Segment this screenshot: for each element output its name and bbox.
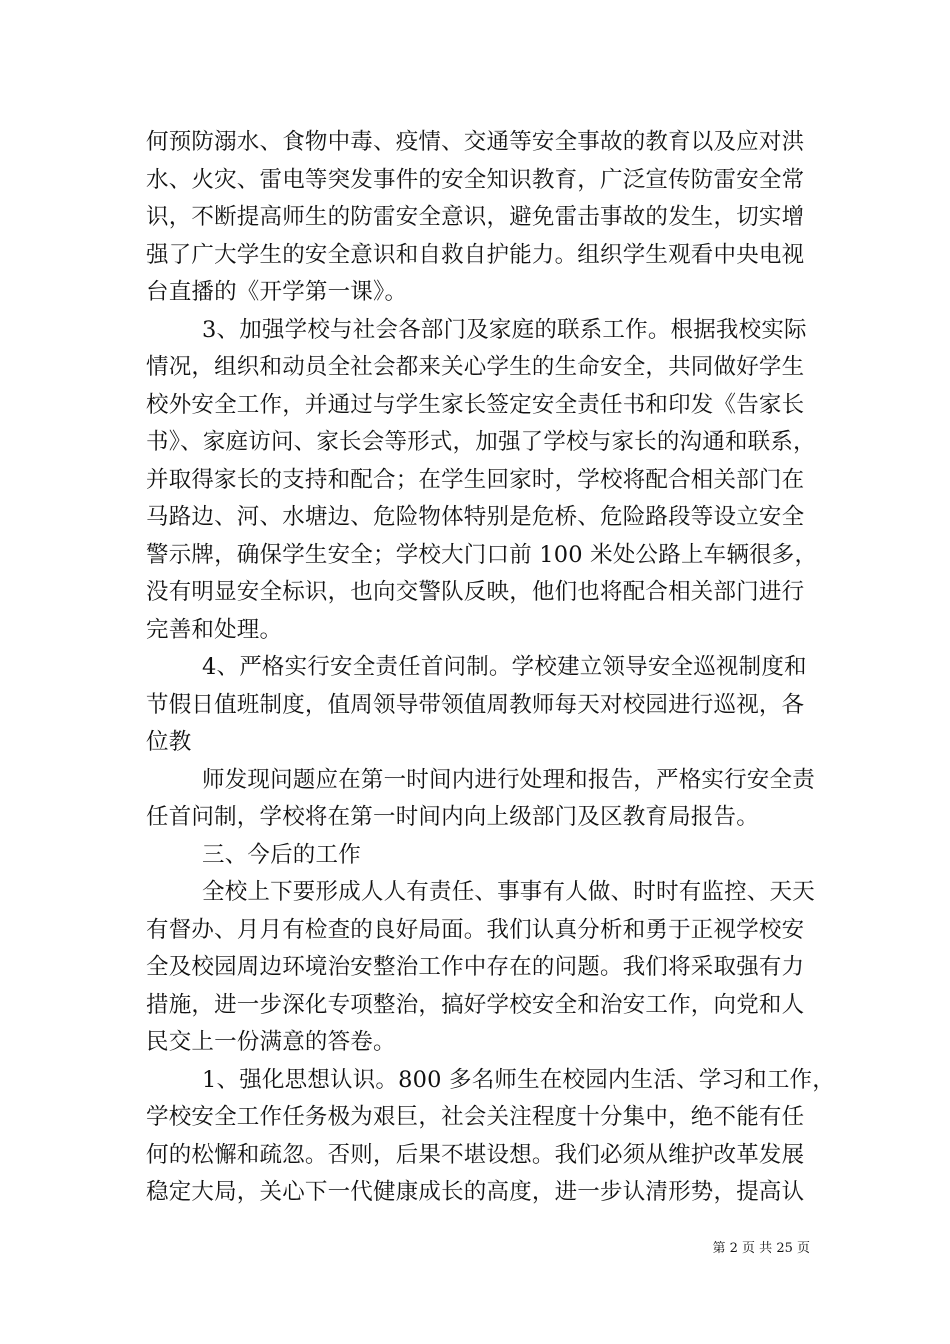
text-line: 识，不断提高师生的防雷安全意识，避免雷击事故的发生，切实增	[146, 204, 805, 230]
text-line: 节假日值班制度，值周领导带领值周教师每天对校园进行巡视，各	[146, 691, 805, 718]
paragraph-start-line: 师发现问题应在第一时间内进行处理和报告，严格实行安全责	[202, 766, 815, 793]
text-line: 学校安全工作任务极为艰巨，社会关注程度十分集中，绝不能有任	[146, 1104, 805, 1130]
text-line: 情况，组织和动员全社会都来关心学生的生命安全，共同做好学生	[146, 354, 805, 380]
text-line: 书》、家庭访问、家长会等形式，加强了学校与家长的沟通和联系，	[146, 429, 816, 455]
text-line: 没有明显安全标识，也向交警队反映，他们也将配合相关部门进行	[146, 579, 805, 605]
text-line: 完善和处理。	[146, 616, 283, 643]
body-text	[146, 124, 835, 1212]
paragraph-start-line: 4、严格实行安全责任首问制。学校建立领导安全巡视制度和	[202, 654, 807, 680]
text-line: 台直播的《开学第一课》。	[146, 279, 408, 305]
text-line: 措施，进一步深化专项整治，搞好学校安全和治安工作，向党和人	[146, 991, 805, 1018]
paragraph-start-line: 1、强化思想认识。800 多名师生在校园内生活、学习和工作，	[202, 1066, 835, 1093]
text-line: 任首问制，学校将在第一时间内向上级部门及区教育局报告。	[146, 804, 759, 830]
text-line: 全及校园周边环境治安整治工作中存在的问题。我们将采取强有力	[146, 954, 805, 980]
text-line: 何的松懈和疏忽。否则，后果不堪设想。我们必须从维护改革发展	[146, 1141, 805, 1168]
text-line: 稳定大局，关心下一代健康成长的高度，进一步认清形势，提高认	[146, 1179, 805, 1205]
section-heading: 三、今后的工作	[202, 841, 361, 868]
text-line: 校外安全工作，并通过与学生家长签定安全责任书和印发《告家长	[146, 391, 805, 418]
text-line: 强了广大学生的安全意识和自救自护能力。组织学生观看中央电视	[146, 241, 805, 268]
text-line: 位教	[146, 729, 192, 755]
text-line: 马路边、河、水塘边、危险物体特别是危桥、危险路段等设立安全	[146, 504, 805, 530]
text-line: 有督办、月月有检查的良好局面。我们认真分析和勇于正视学校安	[146, 916, 805, 943]
paragraph-start-line: 全校上下要形成人人有责任、事事有人做、时时有监控、天天	[202, 879, 815, 905]
text-line: 何预防溺水、食物中毒、疫情、交通等安全事故的教育以及应对洪	[146, 129, 805, 155]
text-line: 水、火灾、雷电等突发事件的安全知识教育，广泛宣传防雷安全常	[146, 166, 805, 193]
text-line: 警示牌，确保学生安全；学校大门口前 100 米处公路上车辆很多，	[146, 541, 818, 568]
text-line: 并取得家长的支持和配合；在学生回家时，学校将配合相关部门在	[146, 466, 805, 493]
page-number-footer: 第 2 页 共 25 页	[712, 1241, 810, 1256]
paragraph-start-line: 3、加强学校与社会各部门及家庭的联系工作。根据我校实际	[202, 316, 807, 343]
text-line: 民交上一份满意的答卷。	[146, 1029, 396, 1055]
